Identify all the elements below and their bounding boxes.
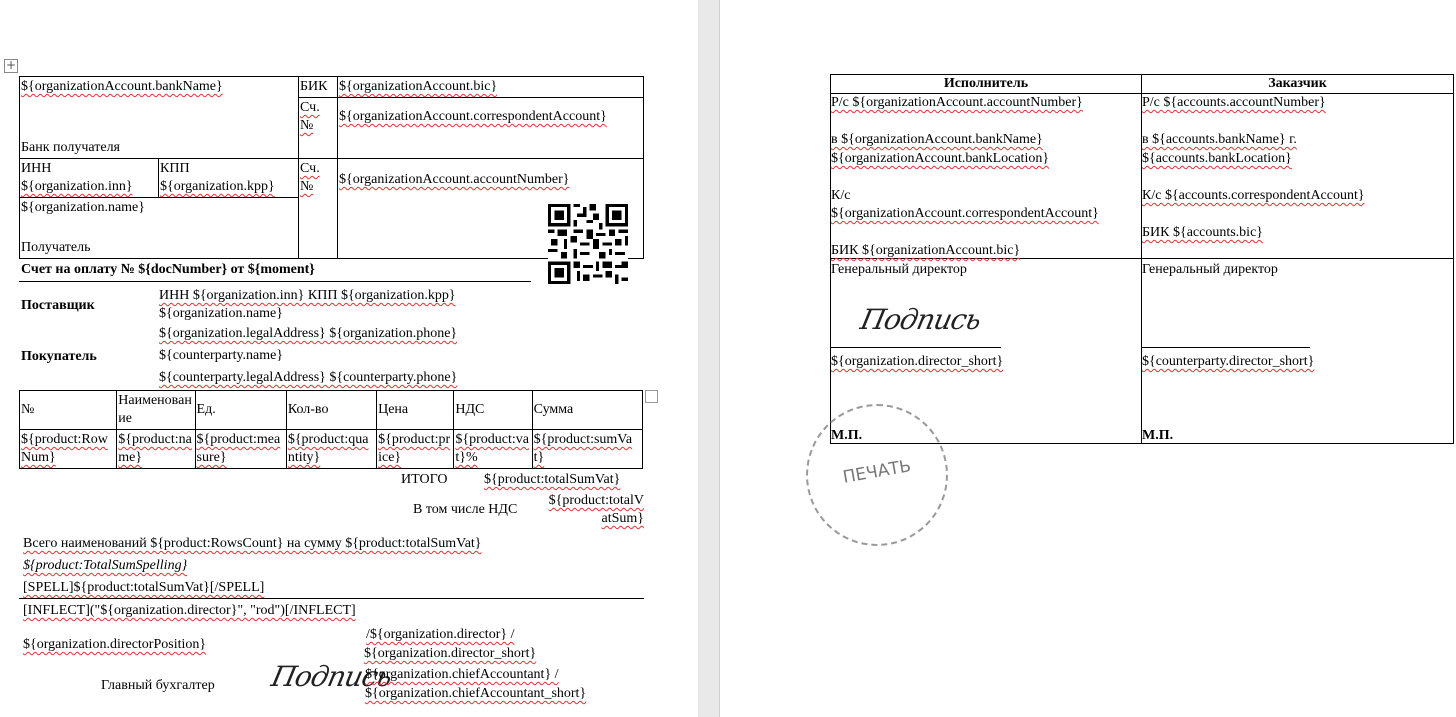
customer-bik: БИК ${accounts.bic}	[1142, 225, 1264, 240]
director-full: /${organization.director} /	[366, 627, 515, 642]
director-position: ${organization.directorPosition}	[23, 637, 207, 652]
customer-sign-cell[interactable]	[1142, 259, 1454, 444]
table-row[interactable]	[20, 430, 643, 469]
executor-sign-line	[831, 347, 1001, 348]
bik-label-cell	[299, 77, 338, 98]
contract-details-table	[830, 74, 1454, 444]
acct-value: ${organizationAccount.accountNumber}	[339, 172, 570, 187]
page-gap	[698, 0, 720, 717]
chief-short: ${organization.chiefAccountant_short}	[365, 686, 587, 701]
supplier-inn-kpp: ИНН ${organization.inn} КПП ${organization.kpp}	[159, 288, 456, 303]
chief-full: ${organization.chiefAccountant} /	[365, 667, 559, 682]
customer-sign-line	[1142, 347, 1310, 348]
cell-measure[interactable]: ${product:measure}	[195, 430, 286, 469]
recipient-label: Получатель	[21, 240, 91, 255]
corr-label: Сч. №	[300, 100, 320, 133]
header-num: №	[20, 391, 117, 430]
inn-cell[interactable]	[20, 159, 159, 198]
kpp-label: КПП	[160, 161, 190, 176]
executor-ks-value: ${organizationAccount.correspondentAccount}	[831, 206, 1099, 221]
executor-ks-label: К/с	[831, 188, 851, 203]
executor-bank-cell[interactable]	[831, 94, 1142, 259]
kpp-value: ${organization.kpp}	[160, 179, 275, 194]
header-qty: Кол-во	[286, 391, 376, 430]
executor-header: Исполнитель	[831, 75, 1142, 94]
header-name: Наименование	[117, 391, 195, 430]
table-move-icon[interactable]: +	[5, 58, 17, 72]
customer-bank-location: ${accounts.bankLocation}	[1142, 151, 1292, 166]
items-header-row	[20, 391, 643, 430]
corr-label-cell	[299, 98, 338, 159]
executor-mp: М.П.	[831, 428, 863, 443]
cell-sumvat[interactable]: ${product:sumVat}	[532, 430, 642, 469]
buyer-address-phone: ${counterparty.legalAddress} ${counterparty.phone}	[159, 370, 458, 385]
director-short: ${organization.director_short}	[364, 646, 537, 661]
cell-rownum[interactable]: ${product:RowNum}	[20, 430, 117, 469]
separator-line	[19, 598, 644, 599]
chief-accountant-label: Главный бухгалтер	[101, 678, 215, 693]
header-sum: Сумма	[532, 391, 642, 430]
header-vat: НДС	[454, 391, 532, 430]
inflect-line: [INFLECT]("${organization.director}", "rod")[/INFLECT]	[23, 603, 356, 618]
vat-value: ${product:totalVatSum}	[548, 493, 644, 526]
corr-value: ${organizationAccount.correspondentAccount}	[339, 109, 607, 124]
executor-director: ${organization.director_short}	[831, 354, 1004, 369]
header-unit: Ед.	[195, 391, 286, 430]
executor-position: Генеральный директор	[831, 262, 967, 277]
executor-signature: Подпись	[857, 303, 984, 336]
customer-bank-name: в ${accounts.bankName} г.	[1142, 132, 1297, 147]
supplier-name: ${organization.name}	[159, 306, 283, 321]
customer-position: Генеральный директор	[1142, 262, 1278, 277]
stamp-placeholder	[806, 404, 948, 546]
acct-label-cell	[299, 159, 338, 259]
bank-name-field: ${organizationAccount.bankName}	[21, 79, 223, 94]
bank-name-cell[interactable]	[20, 77, 299, 159]
items-table	[19, 390, 643, 469]
chief-signature: Подпись	[268, 660, 395, 693]
total-label: ИТОГО	[401, 472, 448, 487]
customer-director: ${counterparty.director_short}	[1142, 354, 1315, 369]
kpp-cell[interactable]	[159, 159, 299, 198]
inn-label: ИНН	[21, 161, 52, 176]
executor-bik: БИК ${organizationAccount.bic}	[831, 243, 1021, 258]
acct-label: Сч. №	[300, 161, 320, 194]
recipient-cell[interactable]	[20, 198, 299, 259]
page-gap-edge	[719, 0, 720, 717]
executor-rs: Р/с ${organizationAccount.accountNumber}	[831, 95, 1083, 110]
customer-bank-cell[interactable]	[1142, 94, 1454, 259]
stamp-label: ПЕЧАТЬ	[841, 456, 913, 488]
table-resize-handle-icon[interactable]	[645, 390, 658, 403]
cell-name[interactable]: ${product:name}	[117, 430, 195, 469]
vat-label: В том числе НДС	[413, 502, 518, 517]
total-value: ${product:totalSumVat}	[484, 472, 621, 487]
executor-bank-name: в ${organizationAccount.bankName}	[831, 132, 1043, 147]
cell-price[interactable]: ${product:price}	[377, 430, 454, 469]
bik-value: ${organizationAccount.bic}	[339, 79, 498, 94]
org-name-field: ${organization.name}	[21, 200, 145, 215]
supplier-label: Поставщик	[21, 298, 95, 313]
corr-value-cell[interactable]	[338, 98, 644, 159]
title-underline	[19, 281, 531, 282]
inn-value: ${organization.inn}	[21, 179, 133, 194]
buyer-label: Покупатель	[21, 349, 97, 364]
bank-label: Банк получателя	[21, 140, 120, 155]
total-spelling: ${product:TotalSumSpelling}	[23, 558, 188, 573]
customer-mp: М.П.	[1142, 428, 1174, 443]
invoice-title: Счет на оплату № ${docNumber} от ${moment}	[21, 262, 315, 277]
bik-label: БИК	[300, 79, 328, 94]
executor-bank-location: ${organizationAccount.bankLocation}	[831, 151, 1050, 166]
cell-quantity[interactable]: ${product:quantity}	[286, 430, 376, 469]
customer-header: Заказчик	[1142, 75, 1454, 94]
summary-line: Всего наименований ${product:RowsCount} на сумму ${product:totalSumVat}	[23, 536, 482, 551]
bik-value-cell[interactable]	[338, 77, 644, 98]
cell-vat[interactable]: ${product:vat}%	[454, 430, 532, 469]
supplier-address-phone: ${organization.legalAddress} ${organization.phone}	[159, 326, 458, 341]
customer-ks: К/с ${accounts.correspondentAccount}	[1142, 188, 1365, 203]
buyer-name: ${counterparty.name}	[159, 348, 284, 363]
customer-rs: Р/с ${accounts.accountNumber}	[1142, 95, 1326, 110]
header-price: Цена	[377, 391, 454, 430]
spell-line: [SPELL]${product:totalSumVat}[/SPELL]	[23, 580, 265, 595]
qr-code-icon	[548, 204, 628, 284]
